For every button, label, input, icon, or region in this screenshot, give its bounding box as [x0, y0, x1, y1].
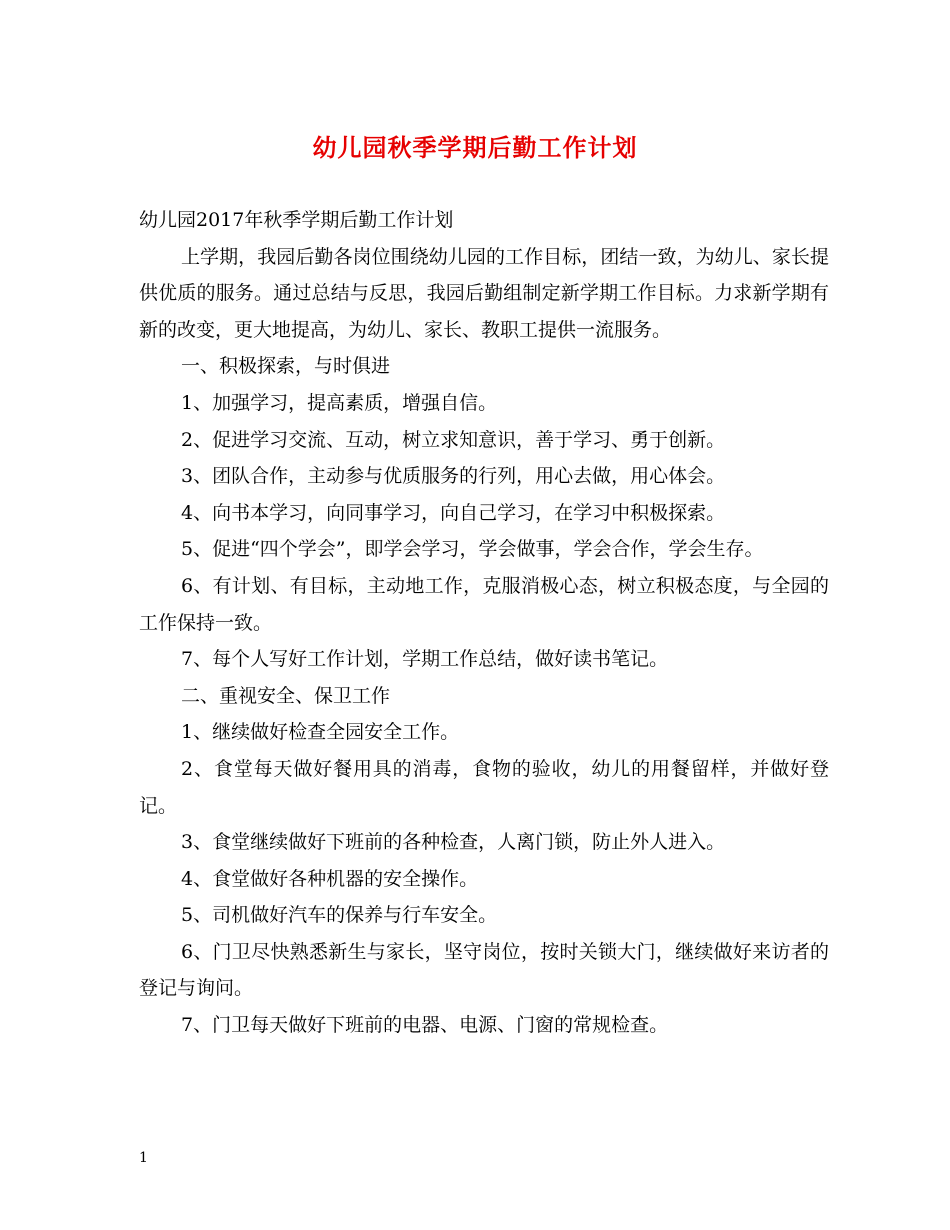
document-body	[139, 202, 829, 1044]
list-item: 5、促进“四个学会”，即学会学习，学会做事，学会合作，学会生存。	[181, 538, 764, 561]
section-heading: 一、积极探索，与时俱进	[181, 355, 391, 378]
list-item: 2、促进学习交流、互动，树立求知意识，善于学习、勇于创新。	[181, 428, 726, 451]
list-item: 1、继续做好检查全园安全工作。	[181, 721, 460, 744]
paragraph: 上学期，我园后勤各岗位围绕幼儿园的工作目标，团结一致，为幼儿、家长提供优质的服务。通过总结与反思，我园后勤组制定新学期工作目标。力求新学期有新的改变，更大地提高，为幼儿、家长、教职工提供一流服务。	[139, 245, 829, 341]
list-item: 6、门卫尽快熟悉新生与家长，坚守岗位，按时关锁大门，继续做好来访者的登记与询问。	[139, 940, 829, 1000]
list-item: 7、门卫每天做好下班前的电器、电源、门窗的常规检查。	[181, 1014, 669, 1037]
list-item: 4、向书本学习，向同事学习，向自己学习，在学习中积极探索。	[181, 501, 726, 524]
page-number: 1	[139, 1150, 148, 1166]
list-item: 1、加强学习，提高素质，增强自信。	[181, 391, 498, 414]
list-item: 3、食堂继续做好下班前的各种检查，人离门锁，防止外人进入。	[181, 831, 726, 854]
list-item: 2、食堂每天做好餐用具的消毒，食物的验收，幼儿的用餐留样，并做好登记。	[139, 757, 829, 817]
list-item: 5、司机做好汽车的保养与行车安全。	[181, 904, 498, 927]
section-heading: 二、重视安全、保卫工作	[181, 684, 391, 707]
paragraph: 幼儿园2017年秋季学期后勤工作计划	[139, 209, 454, 231]
list-item: 6、有计划、有目标，主动地工作，克服消极心态，树立积极态度，与全园的工作保持一致。	[139, 574, 829, 634]
list-item: 3、团队合作，主动参与优质服务的行列，用心去做，用心体会。	[181, 465, 726, 488]
document-title: 幼儿园秋季学期后勤工作计划	[312, 133, 638, 162]
list-item: 4、食堂做好各种机器的安全操作。	[181, 867, 479, 890]
list-item: 7、每个人写好工作计划，学期工作总结，做好读书笔记。	[181, 648, 669, 671]
